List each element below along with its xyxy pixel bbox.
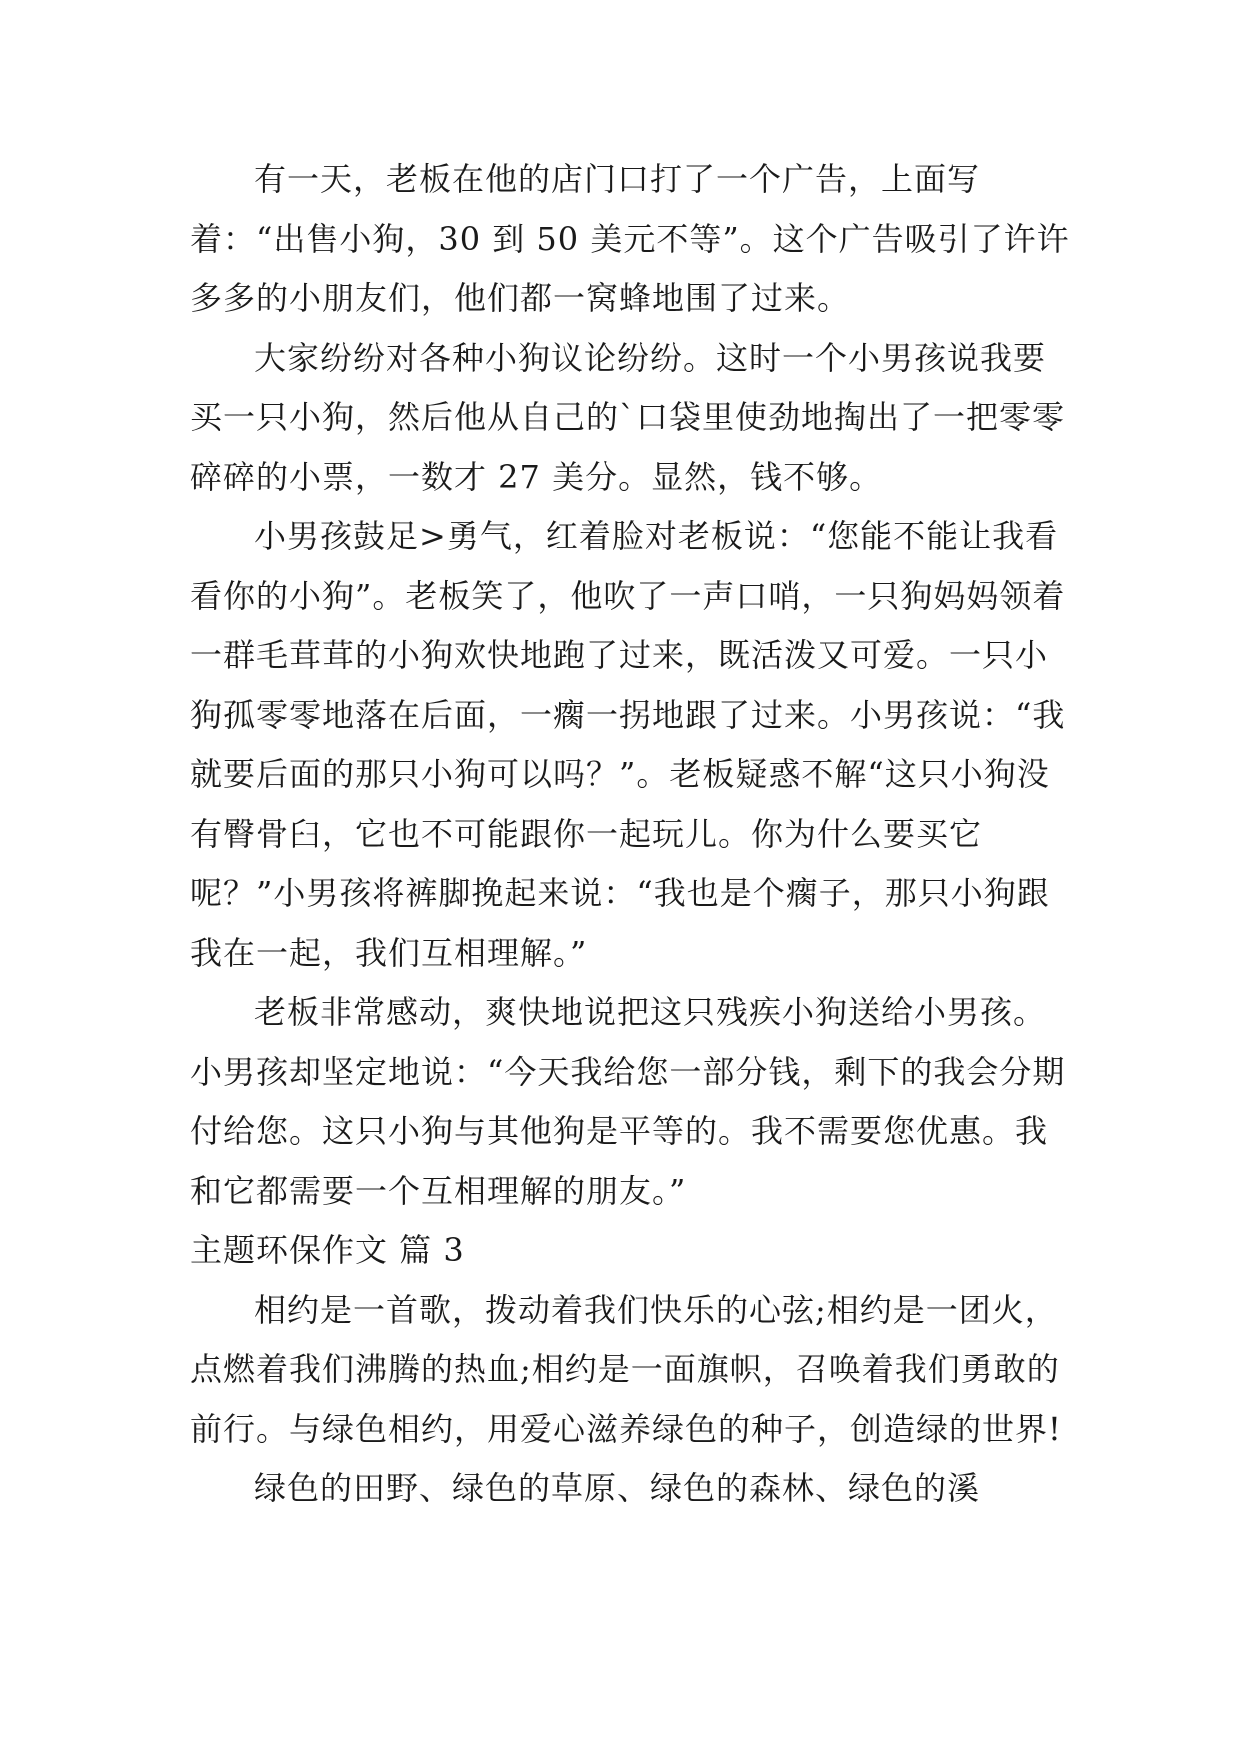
section-heading: 主题环保作文 篇 3 xyxy=(190,1231,465,1269)
paragraph: 绿色的田野、绿色的草原、绿色的森林、绿色的溪 xyxy=(254,1469,981,1507)
document-page xyxy=(190,150,1070,1519)
paragraph: 有一天，老板在他的店门口打了一个广告，上面写着：“出售小狗，30 到 50 美元不等”。这个广告吸引了许许多多的小朋友们，他们都一窝蜂地围了过来。 xyxy=(190,160,1070,317)
paragraph: 相约是一首歌，拨动着我们快乐的心弦;相约是一团火，点燃着我们沸腾的热血;相约是一面旗帜，召唤着我们勇敢的前行。与绿色相约，用爱心滋养绿色的种子，创造绿的世界! xyxy=(190,1290,1062,1448)
paragraph: 大家纷纷对各种小狗议论纷纷。这时一个小男孩说我要买一只小狗，然后他从自己的`口袋里使劲地掏出了一把零零碎碎的小票，一数才 27 美分。显然，钱不够。 xyxy=(190,338,1066,496)
paragraph: 老板非常感动，爽快地说把这只残疾小狗送给小男孩。小男孩却坚定地说：“今天我给您一部分钱，剩下的我会分期付给您。这只小狗与其他狗是平等的。我不需要您优惠。我和它都需要一个互相理解的朋友。” xyxy=(190,993,1066,1210)
paragraph: 小男孩鼓足>勇气，红着脸对老板说：“您能不能让我看看你的小狗”。老板笑了，他吹了一声口哨，一只狗妈妈领着一群毛茸茸的小狗欢快地跑了过来，既活泼又可爱。一只小狗孤零零地落在后面，一瘸一拐地跟了过来。小男孩说：“我就要后面的那只小狗可以吗？”。老板疑惑不解“这只小狗没有臀骨臼，它也不可能跟你一起玩儿。你为什么要买它呢？”小男孩将裤脚挽起来说：“我也是个瘸子，那只小狗跟我在一起，我们互相理解。” xyxy=(190,517,1066,972)
